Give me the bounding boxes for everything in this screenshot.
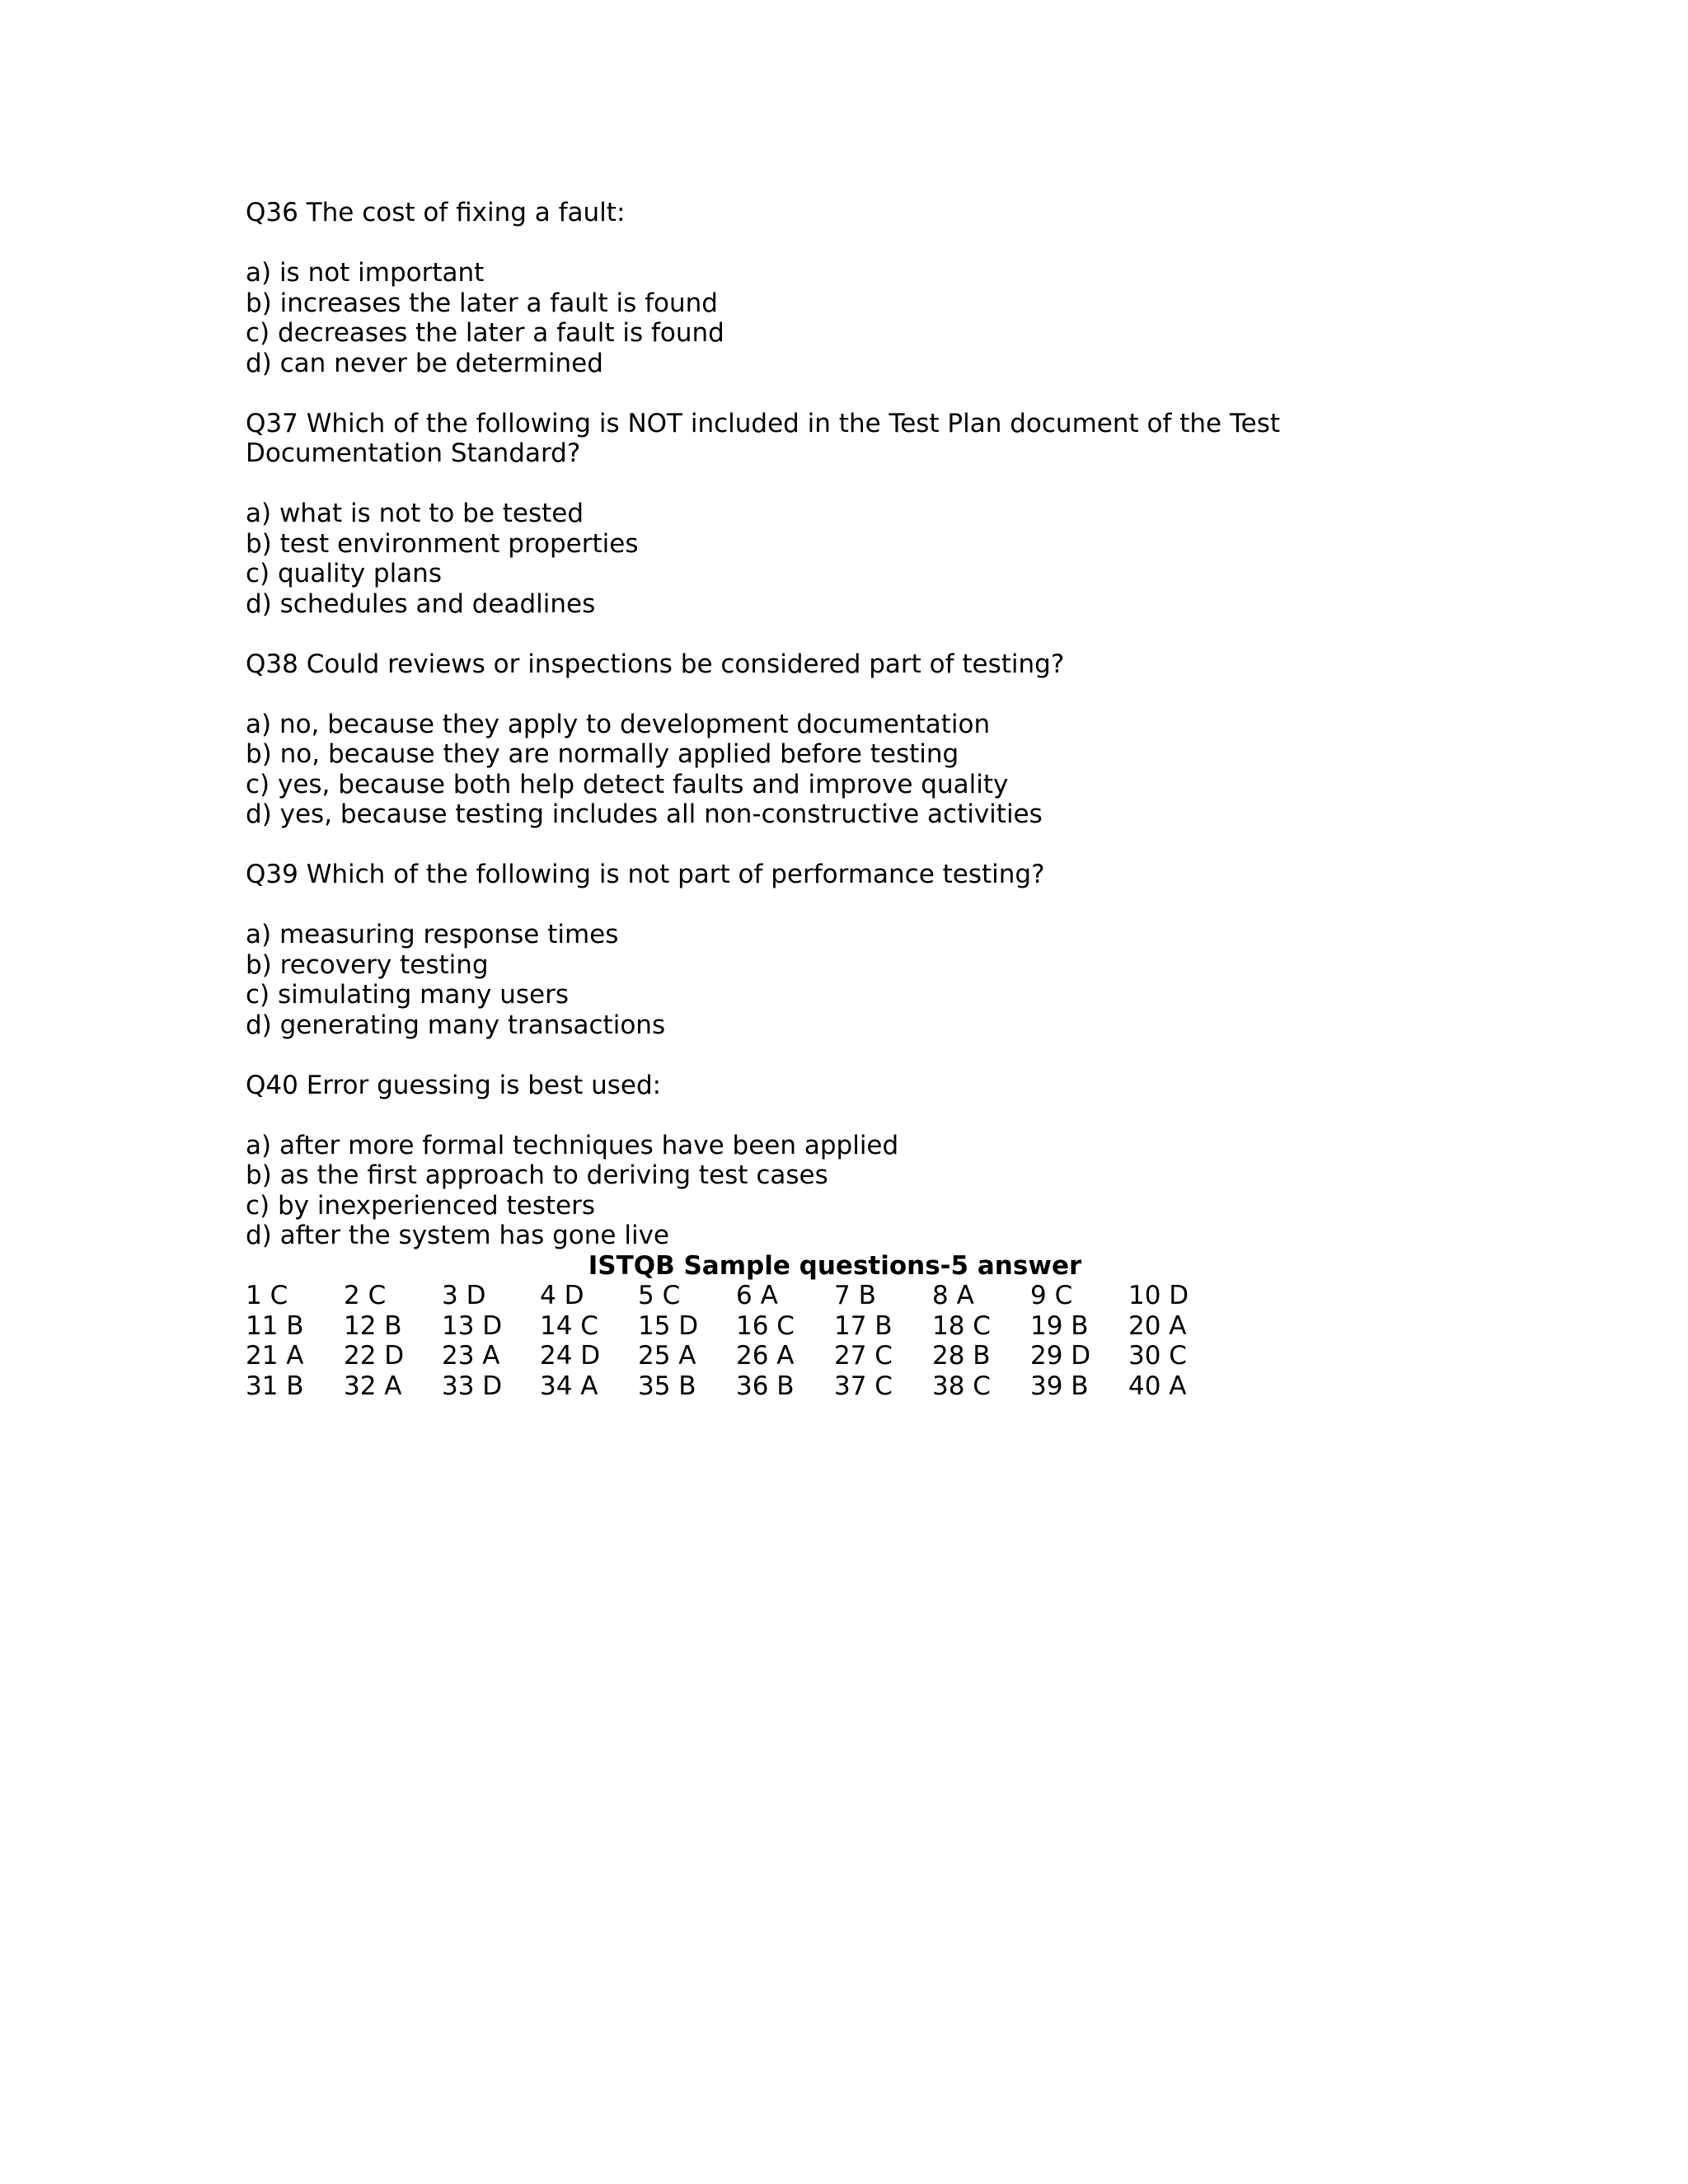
answer-cell: 17 B <box>834 1310 893 1341</box>
document-content <box>246 198 1482 1401</box>
answer-option: b) as the first approach to deriving test cases <box>246 1160 828 1190</box>
answer-option: b) recovery testing <box>246 949 489 980</box>
answer-key <box>246 1251 1482 1402</box>
answer-cell: 29 D <box>1030 1341 1091 1371</box>
answer-cell: 10 D <box>1128 1281 1189 1310</box>
spacer <box>246 469 1482 499</box>
answer-cell: 13 D <box>442 1310 503 1341</box>
spacer <box>246 830 1482 860</box>
answer-grid <box>246 1281 1482 1401</box>
answer-cell: 6 A <box>736 1281 778 1310</box>
answer-cell: 36 B <box>736 1371 795 1401</box>
answer-cell: 16 C <box>736 1310 795 1341</box>
answer-cell: 18 C <box>932 1310 991 1341</box>
answer-option: c) by inexperienced testers <box>246 1190 595 1221</box>
answer-option: c) quality plans <box>246 559 442 588</box>
spacer <box>246 679 1482 710</box>
answer-cell: 1 C <box>246 1281 288 1310</box>
answer-option: b) no, because they are normally applied before testing <box>246 739 959 769</box>
answer-cell: 37 C <box>834 1371 893 1401</box>
answer-cell: 34 A <box>540 1371 598 1401</box>
answer-cell: 35 B <box>638 1371 696 1401</box>
question-prompt: Q38 Could reviews or inspections be considered part of testing? <box>246 649 1065 679</box>
answer-cell: 24 D <box>540 1341 601 1371</box>
spacer <box>246 619 1482 649</box>
answer-cell: 22 D <box>344 1341 405 1371</box>
spacer <box>246 228 1482 259</box>
answer-option: a) measuring response times <box>246 920 619 949</box>
answer-option: d) after the system has gone live <box>246 1221 669 1250</box>
answer-row <box>246 1371 1482 1402</box>
answer-option: d) can never be determined <box>246 348 603 378</box>
answer-cell: 38 C <box>932 1371 991 1401</box>
question-prompt: Q36 The cost of fixing a fault: <box>246 198 626 227</box>
answer-cell: 3 D <box>442 1281 486 1310</box>
answer-cell: 9 C <box>1030 1281 1073 1310</box>
answer-option: d) schedules and deadlines <box>246 588 596 619</box>
question-prompt: Q37 Which of the following is NOT included in the Test Plan document of the Test <box>246 408 1281 438</box>
question-block <box>246 649 1482 860</box>
answer-cell: 14 C <box>540 1310 598 1341</box>
answer-cell: 30 C <box>1128 1341 1187 1371</box>
answer-cell: 27 C <box>834 1341 893 1371</box>
answer-row <box>246 1281 1482 1311</box>
answer-cell: 25 A <box>638 1341 696 1371</box>
answer-cell: 33 D <box>442 1371 503 1401</box>
answer-cell: 23 A <box>442 1341 500 1371</box>
answer-option: c) decreases the later a fault is found <box>246 318 724 348</box>
answer-cell: 15 D <box>638 1310 699 1341</box>
answer-option: c) yes, because both help detect faults and improve quality <box>246 769 1009 799</box>
answer-cell: 28 B <box>932 1341 991 1371</box>
answer-cell: 20 A <box>1128 1310 1187 1341</box>
answer-row <box>246 1311 1482 1342</box>
answer-option: d) generating many transactions <box>246 1010 666 1040</box>
spacer <box>246 378 1482 409</box>
answer-key-title: ISTQB Sample questions-5 answer <box>588 1250 1082 1281</box>
question-block <box>246 860 1482 1071</box>
answer-cell: 11 B <box>246 1310 304 1341</box>
answer-cell: 5 C <box>638 1281 681 1310</box>
answer-cell: 32 A <box>344 1371 402 1401</box>
question-block <box>246 1071 1482 1251</box>
answer-option: d) yes, because testing includes all non-constructive activities <box>246 799 1043 829</box>
question-prompt: Q39 Which of the following is not part of performance testing? <box>246 860 1045 889</box>
answer-cell: 2 C <box>344 1281 387 1310</box>
question-block <box>246 198 1482 409</box>
question-prompt: Documentation Standard? <box>246 438 581 468</box>
answer-cell: 21 A <box>246 1341 304 1371</box>
question-block <box>246 409 1482 649</box>
answer-row <box>246 1341 1482 1371</box>
answer-cell: 40 A <box>1128 1371 1187 1401</box>
answer-option: a) what is not to be tested <box>246 499 584 528</box>
answer-option: a) no, because they apply to development documentation <box>246 709 991 739</box>
answer-option: a) after more formal techniques have been applied <box>246 1130 899 1160</box>
spacer <box>246 1040 1482 1071</box>
answer-option: b) test environment properties <box>246 528 639 559</box>
answer-cell: 12 B <box>344 1310 402 1341</box>
answer-option: b) increases the later a fault is found <box>246 288 718 318</box>
answer-cell: 4 D <box>540 1281 584 1310</box>
answer-cell: 31 B <box>246 1371 304 1401</box>
answer-cell: 8 A <box>932 1281 974 1310</box>
answer-option: c) simulating many users <box>246 980 569 1010</box>
spacer <box>246 1100 1482 1131</box>
answer-option: a) is not important <box>246 258 485 288</box>
answer-cell: 7 B <box>834 1281 876 1310</box>
question-prompt: Q40 Error guessing is best used: <box>246 1070 662 1100</box>
answer-cell: 39 B <box>1030 1371 1089 1401</box>
question-list <box>246 198 1482 1251</box>
answer-cell: 19 B <box>1030 1310 1089 1341</box>
answer-cell: 26 A <box>736 1341 795 1371</box>
spacer <box>246 890 1482 921</box>
